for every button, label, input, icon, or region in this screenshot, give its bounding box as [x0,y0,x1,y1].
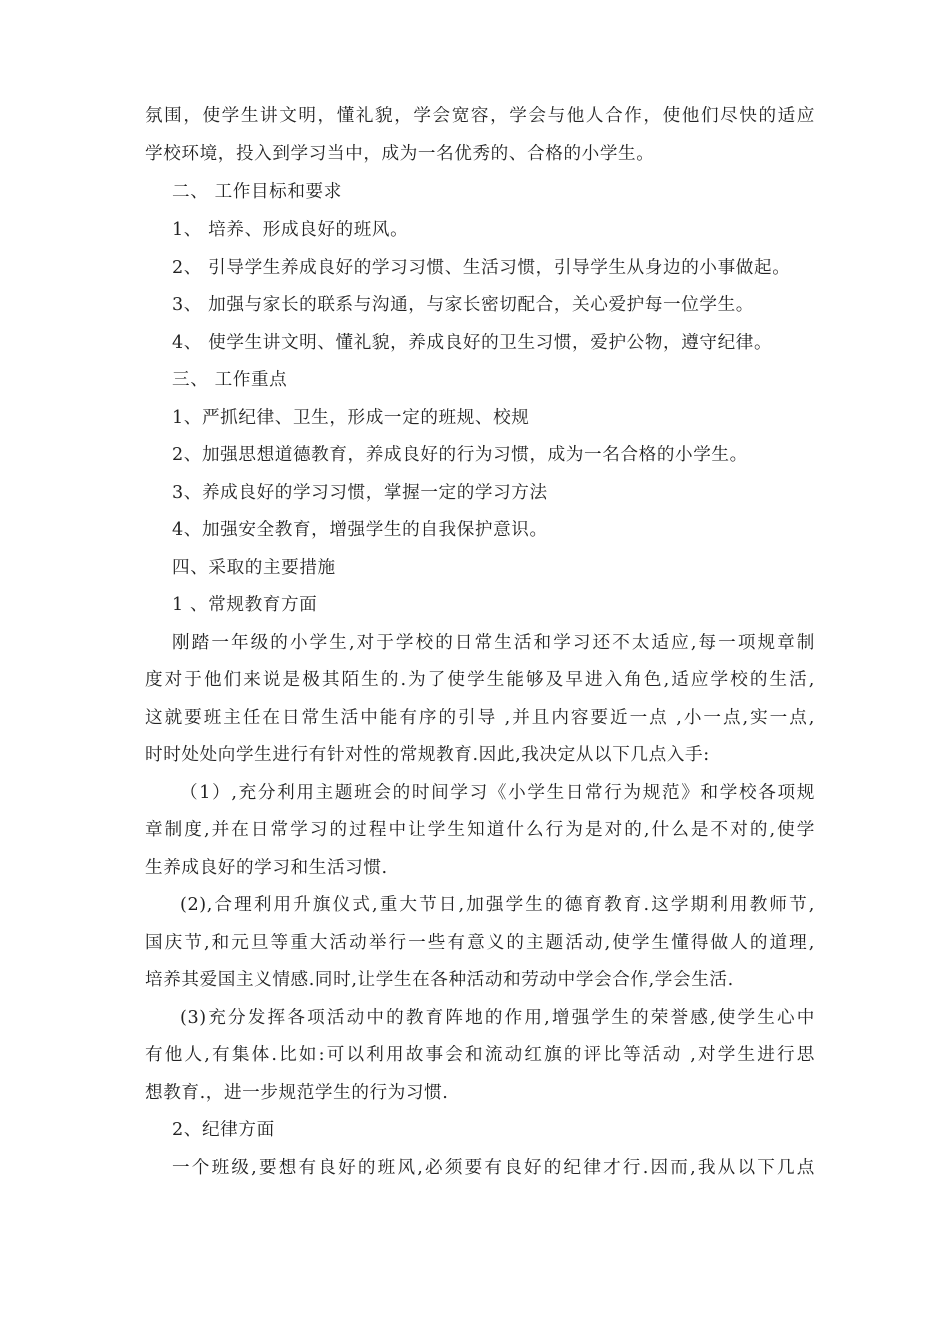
subsection-heading: 2、纪律方面 [172,1120,275,1140]
text-line: 有他人,有集体.比如:可以利用故事会和流动红旗的评比等活动 ,对学生进行思 [145,1045,815,1065]
text-line: 培养其爱国主义情感.同时,让学生在各种活动和劳动中学会合作,学会生活. [145,970,734,990]
list-item: 1、严抓纪律、卫生，形成一定的班规、校规 [172,408,530,428]
text-line: 国庆节,和元旦等重大活动举行一些有意义的主题活动,使学生懂得做人的道理, [145,933,815,953]
text-line: 一个班级,要想有良好的班风,必须要有良好的纪律才行.因而,我从以下几点 [172,1158,815,1178]
list-item: 3、 加强与家长的联系与沟通，与家长密切配合，关心爱护每一位学生。 [172,295,754,315]
text-line: 章制度,并在日常学习的过程中让学生知道什么行为是对的,什么是不对的,使学 [145,820,815,840]
text-line: 刚踏一年级的小学生,对于学校的日常生活和学习还不太适应,每一项规章制 [172,633,815,653]
subsection-heading: 1 、常规教育方面 [172,595,318,615]
section-heading: 四、采取的主要措施 [172,558,336,578]
text-line: 生养成良好的学习和生活习惯. [145,858,388,878]
text-line: 学校环境，投入到学习当中，成为一名优秀的、合格的小学生。 [145,144,655,164]
text-line: 氛围，使学生讲文明，懂礼貌，学会宽容，学会与他人合作，使他们尽快的适应 [145,106,815,126]
list-item: 3、养成良好的学习习惯，掌握一定的学习方法 [172,483,548,503]
text-line: （1）,充分利用主题班会的时间学习《小学生日常行为规范》和学校各项规 [180,783,815,803]
list-item: 4、加强安全教育，增强学生的自我保护意识。 [172,520,548,540]
list-item: 1、 培养、形成良好的班风。 [172,220,409,240]
text-line: (3)充分发挥各项活动中的教育阵地的作用,增强学生的荣誉感,使学生心中 [180,1008,815,1028]
list-item: 2、 引导学生养成良好的学习习惯、生活习惯，引导学生从身边的小事做起。 [172,258,791,278]
section-heading: 三、 工作重点 [172,370,288,390]
section-heading: 二、 工作目标和要求 [172,182,342,202]
text-line: (2),合理利用升旗仪式,重大节日,加强学生的德育教育.这学期利用教师节, [180,895,815,915]
text-line: 这就要班主任在日常生活中能有序的引导 ,并且内容要近一点 ,小一点,实一点, [145,708,815,728]
text-line: 时时处处向学生进行有针对性的常规教育.因此,我决定从以下几点入手: [145,745,710,765]
list-item: 2、加强思想道德教育，养成良好的行为习惯，成为一名合格的小学生。 [172,445,748,465]
list-item: 4、 使学生讲文明、懂礼貌，养成良好的卫生习惯，爱护公物，遵守纪律。 [172,333,773,353]
text-line: 度对于他们来说是极其陌生的.为了使学生能够及早进入角色,适应学校的生活, [145,670,815,690]
text-line: 想教育.，进一步规范学生的行为习惯. [145,1083,449,1103]
